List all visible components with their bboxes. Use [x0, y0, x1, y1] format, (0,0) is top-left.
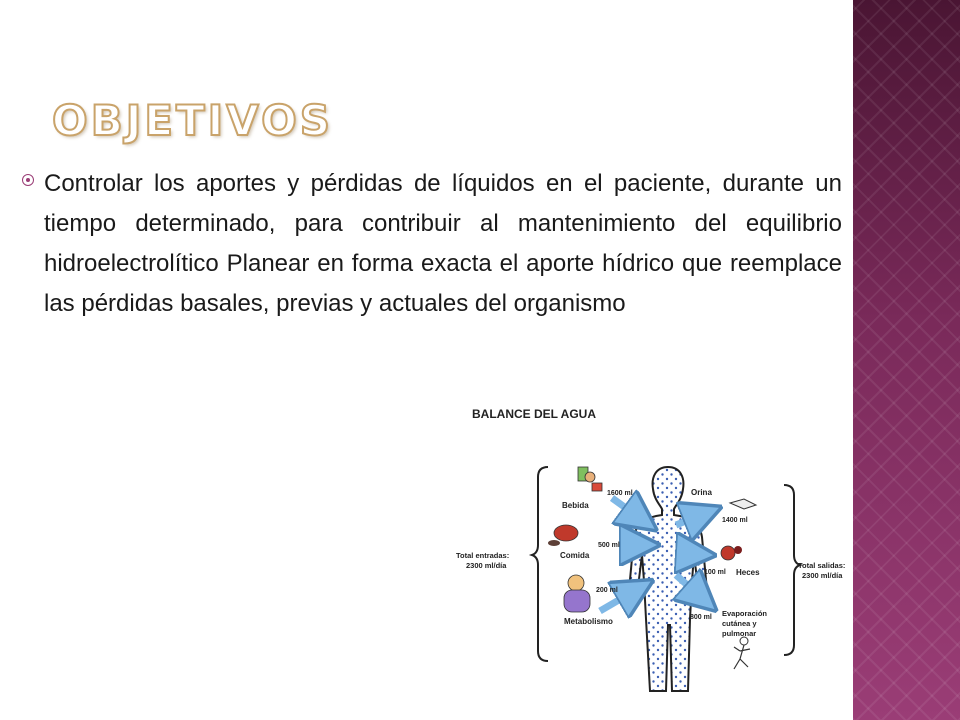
outputs-total-line2: 2300 ml/día	[802, 571, 843, 580]
output-label-evaporation-2: cutánea y	[722, 619, 757, 628]
output-label-evaporation-3: pulmonar	[722, 629, 757, 638]
bullet-list	[22, 164, 842, 324]
output-amount-urine: 1400 ml	[722, 517, 748, 524]
person-icon	[564, 575, 590, 612]
decorative-side-band	[853, 0, 960, 720]
slide-title: OBJETIVOS	[52, 96, 334, 145]
drink-icon	[578, 467, 602, 491]
food-icon	[548, 525, 578, 546]
input-amount-metabolism: 200 ml	[596, 587, 618, 594]
arrow-feces	[676, 553, 710, 555]
output-label-evaporation-1: Evaporación	[722, 609, 768, 618]
outputs-total-line1: Total salidas:	[798, 561, 846, 570]
arrow-drink	[612, 498, 652, 527]
water-balance-figure	[440, 405, 860, 705]
human-silhouette	[628, 467, 708, 691]
feces-icon	[721, 546, 742, 560]
figure-title: BALANCE DEL AGUA	[472, 407, 597, 421]
output-amount-evaporation: 800 ml	[690, 614, 712, 621]
input-amount-drink: 1600 ml	[607, 490, 633, 497]
left-brace	[532, 467, 548, 661]
urinal-icon	[730, 499, 756, 509]
input-label-drink: Bebida	[562, 501, 589, 510]
running-person-icon	[734, 637, 750, 669]
output-label-urine: Orina	[691, 488, 712, 497]
inputs-total-line2: 2300 ml/día	[466, 561, 507, 570]
circle-bullet-icon	[22, 174, 34, 186]
bullet-text: Controlar los aportes y pérdidas de líquidos en el paciente, durante un tiempo determinado, para contribuir al mantenimiento del equilibrio hidroelectrolítico Planear en forma exacta el aporte hídrico que reemplace las pérdidas basales, previas y actuales del organismo	[44, 170, 842, 317]
input-amount-food: 500 ml	[598, 542, 620, 549]
inputs-total-line1: Total entradas:	[456, 551, 510, 560]
water-balance-diagram	[440, 405, 860, 705]
output-label-feces: Heces	[736, 568, 760, 577]
input-label-metabolism: Metabolismo	[564, 617, 613, 626]
input-label-food: Comida	[560, 551, 590, 560]
output-amount-feces: 100 ml	[704, 569, 726, 576]
right-brace	[784, 485, 800, 655]
